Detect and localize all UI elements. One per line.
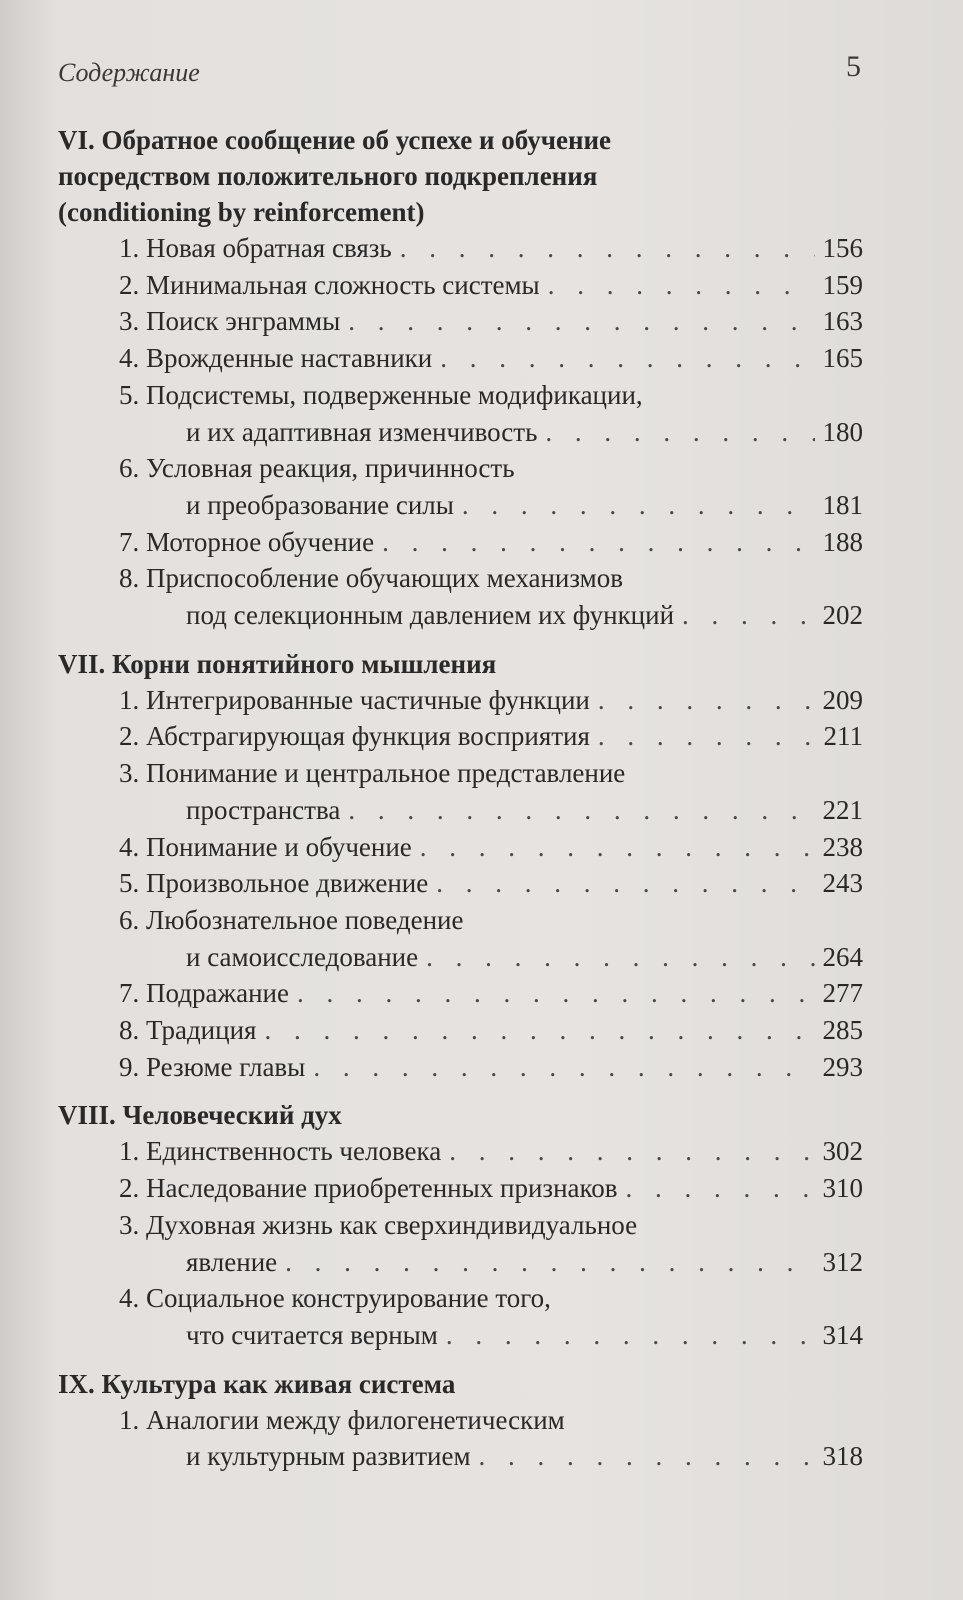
chapter-title-line: VIII. Человеческий дух bbox=[58, 1100, 342, 1131]
entry-page-number: 243 bbox=[822, 868, 863, 899]
entry-label bbox=[119, 829, 863, 866]
entry-label bbox=[119, 865, 863, 902]
entry-text: 2. Абстрагирующая функция восприятия bbox=[119, 721, 590, 752]
entry-line bbox=[119, 1402, 863, 1439]
entry-text: 2. Минимальная сложность системы bbox=[119, 269, 540, 300]
entry-page-number: 264 bbox=[822, 941, 863, 972]
entry-text: и культурным развитием bbox=[186, 1441, 471, 1472]
entry-line bbox=[119, 1170, 863, 1207]
entry-line bbox=[119, 792, 863, 829]
entry-line bbox=[119, 1049, 863, 1086]
toc-chapter bbox=[58, 646, 863, 1086]
chapter-title bbox=[58, 122, 863, 230]
entry-line bbox=[119, 377, 863, 414]
entry-text: 4. Врожденные наставники bbox=[119, 343, 433, 374]
entry-line bbox=[119, 230, 863, 267]
toc-entry bbox=[58, 524, 863, 561]
toc-entry bbox=[58, 975, 863, 1012]
toc-entry bbox=[58, 682, 863, 719]
table-of-contents bbox=[58, 122, 863, 1487]
entry-text: и самоисследование bbox=[186, 941, 419, 972]
entry-label bbox=[119, 267, 863, 304]
toc-entry bbox=[58, 450, 863, 523]
dot-leader bbox=[256, 1012, 815, 1049]
entry-text: 4. Социальное конструирование того, bbox=[119, 1283, 551, 1314]
entry-label bbox=[119, 450, 863, 523]
entry-text: 1. Аналогии между филогенетическим bbox=[119, 1404, 565, 1435]
entry-page-number: 180 bbox=[822, 416, 863, 447]
entry-label bbox=[119, 975, 863, 1012]
dot-leader bbox=[432, 340, 815, 377]
chapter-title-line: VII. Корни понятийного мышления bbox=[58, 648, 497, 679]
entry-line bbox=[119, 902, 863, 939]
dot-leader bbox=[438, 1317, 815, 1354]
entry-page-number: 159 bbox=[822, 269, 863, 300]
toc-entry bbox=[58, 718, 863, 755]
entry-text: явление bbox=[186, 1246, 278, 1277]
toc-chapter bbox=[58, 1097, 863, 1353]
entry-page-number: 165 bbox=[822, 343, 863, 374]
entry-label bbox=[119, 230, 863, 267]
entry-text: что считается верным bbox=[186, 1319, 438, 1350]
entry-line bbox=[119, 975, 863, 1012]
toc-entry bbox=[58, 1170, 863, 1207]
entry-page-number: 310 bbox=[822, 1173, 863, 1204]
entry-line bbox=[119, 1133, 863, 1170]
dot-leader bbox=[374, 524, 815, 561]
entry-label bbox=[119, 1402, 863, 1475]
dot-leader bbox=[305, 1049, 815, 1086]
toc-entry bbox=[58, 865, 863, 902]
entry-label bbox=[119, 1170, 863, 1207]
chapter-title bbox=[58, 1366, 863, 1402]
entry-line bbox=[119, 267, 863, 304]
entry-line bbox=[119, 1317, 863, 1354]
dot-leader bbox=[418, 939, 815, 976]
entry-page-number: 221 bbox=[822, 794, 863, 825]
toc-entry bbox=[58, 267, 863, 304]
entry-text: 4. Понимание и обучение bbox=[119, 831, 412, 862]
toc-entry bbox=[58, 1402, 863, 1475]
toc-entry bbox=[58, 230, 863, 267]
entry-text: 5. Произвольное движение bbox=[119, 868, 429, 899]
dot-leader bbox=[471, 1438, 815, 1475]
chapter-title-line: посредством положительного подкрепления bbox=[58, 161, 598, 191]
entry-line bbox=[119, 414, 863, 451]
running-head: Содержание bbox=[58, 58, 200, 87]
entry-line bbox=[119, 597, 863, 634]
entry-label bbox=[119, 340, 863, 377]
entry-line bbox=[119, 1438, 863, 1475]
toc-chapter bbox=[58, 122, 863, 634]
entry-line bbox=[119, 755, 863, 792]
entry-page-number: 188 bbox=[822, 526, 863, 557]
dot-leader bbox=[674, 597, 815, 634]
entry-page-number: 285 bbox=[822, 1015, 863, 1046]
entry-text: пространства bbox=[186, 794, 341, 825]
entry-text: 8. Приспособление обучающих механизмов bbox=[119, 563, 623, 594]
entry-label bbox=[119, 1049, 863, 1086]
entry-line bbox=[119, 450, 863, 487]
entry-text: 3. Поиск энграммы bbox=[119, 306, 341, 337]
entry-text: и преобразование силы bbox=[186, 489, 454, 520]
entry-label bbox=[119, 718, 863, 755]
dot-leader bbox=[340, 303, 815, 340]
dot-leader bbox=[454, 487, 815, 524]
entry-text: 6. Условная реакция, причинность bbox=[119, 453, 515, 484]
entry-line bbox=[119, 1280, 863, 1317]
entry-label bbox=[119, 303, 863, 340]
entry-text: 9. Резюме главы bbox=[119, 1051, 306, 1082]
dot-leader bbox=[540, 267, 815, 304]
entry-line bbox=[119, 524, 863, 561]
dot-leader bbox=[441, 1133, 815, 1170]
chapter-title bbox=[58, 1097, 863, 1133]
entry-line bbox=[119, 718, 863, 755]
dot-leader bbox=[590, 718, 815, 755]
entry-page-number: 209 bbox=[822, 684, 863, 715]
dot-leader bbox=[428, 865, 815, 902]
entry-label bbox=[119, 902, 863, 975]
entry-line bbox=[119, 829, 863, 866]
entry-text: 2. Наследование приобретенных признаков bbox=[119, 1173, 618, 1204]
entry-text: 6. Любознательное поведение bbox=[119, 904, 464, 935]
entry-page-number: 312 bbox=[822, 1246, 863, 1277]
entry-page-number: 238 bbox=[822, 831, 863, 862]
entry-line bbox=[119, 560, 863, 597]
dot-leader bbox=[590, 682, 815, 719]
entry-line bbox=[119, 682, 863, 719]
dot-leader bbox=[277, 1244, 815, 1281]
entry-text: 7. Моторное обучение bbox=[119, 526, 375, 557]
toc-entry bbox=[58, 1280, 863, 1353]
entry-label bbox=[119, 1280, 863, 1353]
toc-entry bbox=[58, 303, 863, 340]
entry-page-number: 156 bbox=[822, 233, 863, 263]
entry-line bbox=[119, 865, 863, 902]
entry-text: 1. Единственность человека bbox=[119, 1136, 442, 1167]
toc-entry bbox=[58, 1049, 863, 1086]
entry-text: 5. Подсистемы, подверженные модификации, bbox=[119, 379, 643, 410]
entry-page-number: 314 bbox=[822, 1319, 863, 1350]
entry-label bbox=[119, 1207, 863, 1280]
entry-page-number: 202 bbox=[822, 600, 863, 631]
entry-label bbox=[119, 1012, 863, 1049]
entry-text: 8. Традиция bbox=[119, 1015, 257, 1046]
chapter-title-line: (conditioning by reinforcement) bbox=[58, 197, 425, 227]
dot-leader bbox=[392, 230, 815, 267]
entry-line bbox=[119, 1012, 863, 1049]
entry-text: и их адаптивная изменчивость bbox=[186, 416, 538, 447]
toc-entry bbox=[58, 902, 863, 975]
chapter-title-line: VI. Обратное сообщение об успехе и обучение bbox=[58, 125, 612, 155]
entry-line bbox=[119, 1207, 863, 1244]
entry-page-number: 293 bbox=[822, 1051, 863, 1082]
entry-page-number: 318 bbox=[822, 1441, 863, 1472]
toc-entry bbox=[58, 340, 863, 377]
entry-line bbox=[119, 303, 863, 340]
entry-text: 3. Понимание и центральное представление bbox=[119, 758, 626, 789]
toc-entry bbox=[58, 829, 863, 866]
entry-page-number: 211 bbox=[823, 721, 863, 752]
toc-entry bbox=[58, 377, 863, 450]
toc-chapter bbox=[58, 1366, 863, 1475]
entry-line bbox=[119, 487, 863, 524]
entry-line bbox=[119, 939, 863, 976]
page-number: 5 bbox=[846, 50, 861, 83]
entry-text: под селекционным давлением их функций bbox=[186, 600, 675, 631]
entry-page-number: 277 bbox=[822, 978, 863, 1009]
entry-label bbox=[119, 1133, 863, 1170]
entry-text: 7. Подражание bbox=[119, 978, 289, 1009]
dot-leader bbox=[340, 792, 815, 829]
entry-page-number: 302 bbox=[822, 1136, 863, 1167]
dot-leader bbox=[289, 975, 815, 1012]
toc-entry bbox=[58, 1133, 863, 1170]
entry-text: 1. Интегрированные частичные функции bbox=[119, 684, 590, 715]
entry-label bbox=[119, 377, 863, 450]
dot-leader bbox=[618, 1170, 816, 1207]
entry-line bbox=[119, 340, 863, 377]
toc-entry bbox=[58, 755, 863, 828]
entry-label bbox=[119, 524, 863, 561]
entry-text: 1. Новая обратная связь bbox=[119, 233, 392, 263]
entry-label bbox=[119, 755, 863, 828]
toc-entry bbox=[58, 560, 863, 633]
dot-leader bbox=[412, 829, 815, 866]
dot-leader bbox=[537, 414, 815, 451]
entry-page-number: 181 bbox=[822, 489, 863, 520]
entry-label bbox=[119, 560, 863, 633]
chapter-title-line: IX. Культура как живая система bbox=[58, 1368, 456, 1399]
entry-text: 3. Духовная жизнь как сверхиндивидуальное bbox=[119, 1209, 638, 1240]
entry-page-number: 163 bbox=[822, 306, 863, 337]
chapter-title bbox=[58, 646, 863, 682]
entry-label bbox=[119, 682, 863, 719]
toc-entry bbox=[58, 1207, 863, 1280]
entry-line bbox=[119, 1244, 863, 1281]
toc-entry bbox=[58, 1012, 863, 1049]
